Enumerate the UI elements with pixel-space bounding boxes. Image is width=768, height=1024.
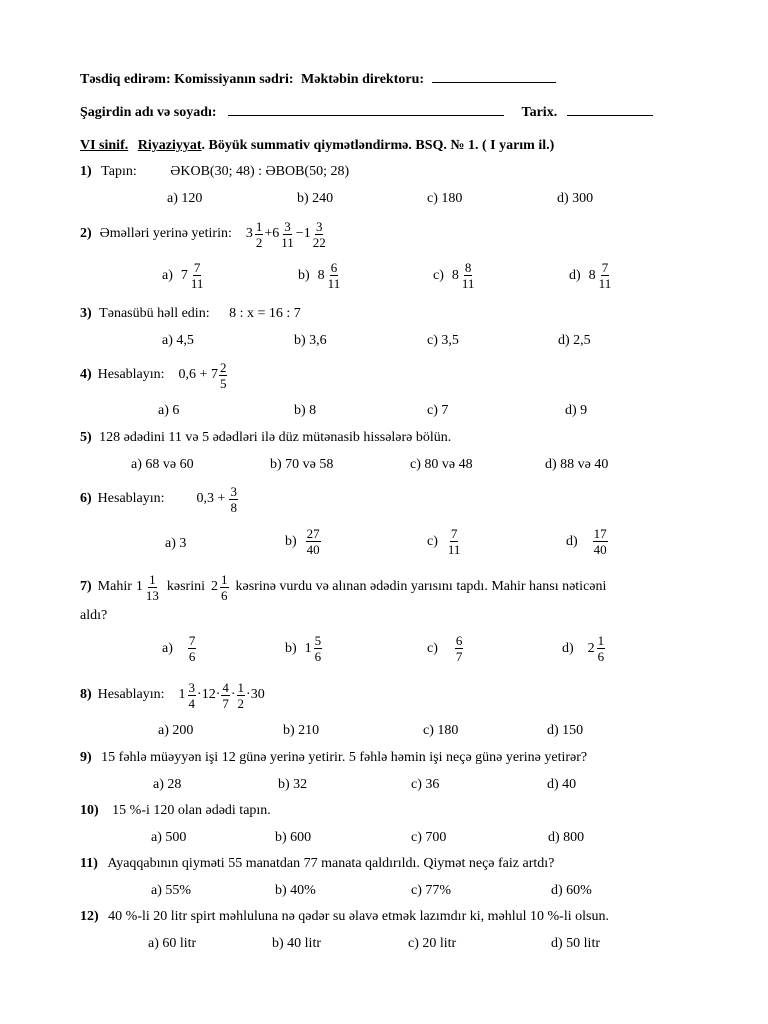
option-d[interactable] <box>562 633 606 664</box>
denominator: 6 <box>221 587 228 603</box>
numerator: 7 <box>601 260 609 275</box>
title-rest: . Böyük summativ qiymətləndirmə. BSQ. № 1. ( I yarım il.) <box>201 138 555 153</box>
option-b[interactable]: b) 600 <box>275 830 312 845</box>
numerator: 1 <box>149 571 156 587</box>
whole-part: 8 <box>317 267 325 283</box>
operator: ·12· <box>197 687 221 702</box>
option-label: b) <box>285 533 297 549</box>
question-text: Tənasübü həll edin: <box>99 306 210 321</box>
whole-part: 2 <box>211 579 218 594</box>
approve-label: Təsdiq edirəm: <box>80 72 171 87</box>
question-text: kəsrinə vurdu və alınan ədədin yarısını tapdı. Mahir hansı nəticəni <box>235 579 607 594</box>
option-b[interactable]: b) 240 <box>297 191 334 206</box>
fraction <box>598 260 613 291</box>
question-text: 128 ədədini 11 və 5 ədədləri ilə düz mütənasib hissələrə bölün. <box>99 430 452 445</box>
denominator: 5 <box>219 375 227 391</box>
director-label: Məktəbin direktoru: <box>301 72 425 87</box>
numerator: 3 <box>188 679 196 695</box>
denominator: 6 <box>188 649 196 664</box>
numerator: 3 <box>230 483 237 499</box>
question-text: Hesablayın: <box>97 491 165 506</box>
option-d[interactable]: d) 60% <box>551 883 592 898</box>
option-b[interactable] <box>298 260 342 291</box>
question-text: Əməlləri yerinə yetirin: <box>99 226 232 241</box>
option-b[interactable]: b) 3,6 <box>294 333 327 348</box>
fraction <box>593 526 608 557</box>
fraction <box>188 633 197 664</box>
option-a[interactable]: a) 200 <box>158 723 194 738</box>
whole-part: 8 <box>588 267 596 283</box>
denominator: 40 <box>306 542 320 557</box>
whole-part: 8 <box>451 267 459 283</box>
question-6 <box>80 482 239 516</box>
denominator: 11 <box>447 542 461 557</box>
option-label: b) <box>285 640 297 656</box>
option-b[interactable]: b) 40% <box>275 883 316 898</box>
numerator: 3 <box>315 218 323 234</box>
option-label: c) <box>433 267 444 283</box>
option-a[interactable]: a) 60 litr <box>148 936 197 951</box>
numerator: 3 <box>284 218 291 234</box>
option-c[interactable] <box>433 260 476 291</box>
question-text: Hesablayın: <box>97 367 165 382</box>
fraction <box>306 526 321 557</box>
fraction <box>455 633 464 664</box>
option-d[interactable] <box>569 260 613 291</box>
fraction <box>280 219 295 250</box>
question-text: 40 %-li 20 litr spirt məhluluna nə qədər su əlavə etmək lazımdır ki, məhlul 10 %-li olsun. <box>108 909 609 924</box>
option-a[interactable]: a) 55% <box>151 883 192 898</box>
option-d[interactable]: d) 150 <box>547 723 584 738</box>
question-text: Mahir <box>97 579 132 594</box>
denominator: 7 <box>455 649 463 664</box>
option-c[interactable] <box>427 633 464 664</box>
fraction <box>190 260 205 291</box>
denominator: 6 <box>314 649 322 664</box>
option-b[interactable] <box>285 526 322 557</box>
option-a[interactable] <box>165 526 194 562</box>
numerator: 17 <box>593 526 607 541</box>
question-number: 2) <box>80 226 92 241</box>
question-text: Ayaqqabının qiyməti 55 manatdan 77 manata qaldırıldı. Qiymət neçə faiz artdı? <box>107 856 555 871</box>
page-title <box>80 137 554 155</box>
question-7-continued: aldı? <box>80 608 108 623</box>
student-name-label: Şagirdin adı və soyadı: <box>80 105 217 120</box>
approval-line <box>80 69 556 89</box>
numerator: 7 <box>450 526 458 541</box>
fraction <box>188 680 197 711</box>
option-b[interactable]: b) 210 <box>283 723 320 738</box>
option-a[interactable] <box>162 260 205 291</box>
numerator: 7 <box>188 633 196 648</box>
denominator: 13 <box>145 587 159 603</box>
question-8 <box>80 677 265 713</box>
option-a[interactable]: a) 68 və 60 <box>131 457 194 472</box>
grade-label: VI sinif. <box>80 138 129 153</box>
question-number: 5) <box>80 430 92 445</box>
whole-part: 1 <box>304 640 312 656</box>
option-c[interactable]: c) 20 litr <box>408 936 457 951</box>
denominator: 2 <box>255 234 263 250</box>
denominator: 4 <box>188 695 196 711</box>
fraction <box>597 633 606 664</box>
option-label: b) <box>298 267 310 283</box>
fraction <box>255 219 264 250</box>
denominator: 40 <box>593 542 607 557</box>
option-label: a) <box>162 640 173 656</box>
numerator: 1 <box>221 571 228 587</box>
denominator: 2 <box>237 695 245 711</box>
question-number: 1) <box>80 164 92 179</box>
question-number: 9) <box>80 750 92 765</box>
option-label: c) <box>427 533 438 549</box>
numerator: 1 <box>255 218 263 234</box>
question-number: 4) <box>80 367 92 382</box>
question-expression: 0,3 + <box>196 491 226 506</box>
director-signature-line[interactable] <box>432 69 556 83</box>
question-expression <box>246 219 328 250</box>
question-12 <box>80 908 609 926</box>
question-5 <box>80 429 451 447</box>
fraction <box>447 526 462 557</box>
numerator: 4 <box>222 679 229 695</box>
option-b[interactable] <box>285 633 323 664</box>
question-10 <box>80 802 271 820</box>
option-a[interactable]: a) 120 <box>167 191 203 206</box>
option-a[interactable]: a) 500 <box>151 830 187 845</box>
question-2 <box>80 216 328 252</box>
option-b[interactable]: b) 32 <box>278 777 308 792</box>
option-d[interactable]: d) 50 litr <box>551 936 600 951</box>
numerator: 2 <box>219 359 227 375</box>
option-c[interactable]: c) 180 <box>423 723 459 738</box>
option-c[interactable]: c) 36 <box>411 777 440 792</box>
chair-label: Komissiyanın sədri: <box>174 72 294 87</box>
option-c[interactable]: c) 700 <box>411 830 447 845</box>
numerator: 27 <box>306 526 320 541</box>
fraction <box>327 260 342 291</box>
option-d[interactable] <box>566 526 609 557</box>
question-number: 3) <box>80 306 92 321</box>
question-4 <box>80 358 228 392</box>
question-expression: 8 : x = 16 : 7 <box>229 306 301 321</box>
option-label: d) <box>566 533 578 549</box>
option-d[interactable]: d) 2,5 <box>558 333 591 348</box>
numerator: 1 <box>597 633 605 648</box>
denominator: 11 <box>461 276 475 291</box>
question-text: 15 fəhlə müəyyən işi 12 günə yerinə yetirir. 5 fəhlə həmin işi neçə günə yerinə yetirər? <box>101 750 588 765</box>
denominator: 11 <box>190 276 204 291</box>
numerator: 7 <box>193 260 201 275</box>
numerator: 8 <box>464 260 472 275</box>
option-label: a) <box>162 267 173 283</box>
operator: +6 <box>264 226 280 241</box>
operator: · <box>230 687 236 702</box>
question-number: 11) <box>80 856 98 871</box>
question-number: 10) <box>80 803 99 818</box>
fraction <box>221 680 230 711</box>
question-number: 7) <box>80 579 92 594</box>
whole-part: 1 <box>178 687 186 702</box>
fraction <box>219 360 228 391</box>
question-expression: 0,6 + 7 <box>178 367 218 382</box>
numerator: 5 <box>314 633 322 648</box>
question-number: 6) <box>80 491 92 506</box>
option-d[interactable]: d) 800 <box>548 830 585 845</box>
denominator: 11 <box>327 276 341 291</box>
question-text: Hesablayın: <box>97 687 165 702</box>
question-11 <box>80 855 554 873</box>
date-label: Tarix. <box>521 105 558 120</box>
question-expression: ƏKOB(30; 48) : ƏBOB(50; 28) <box>170 164 350 179</box>
option-d[interactable]: d) 9 <box>565 403 588 418</box>
whole-part: 1 <box>135 579 143 594</box>
question-text: Tapın: <box>101 164 137 179</box>
denominator: 11 <box>598 276 612 291</box>
option-label: c) <box>427 640 438 656</box>
question-3 <box>80 305 301 323</box>
student-name-line[interactable] <box>228 102 504 116</box>
denominator: 22 <box>312 234 326 250</box>
option-c[interactable]: c) 80 və 48 <box>410 457 473 472</box>
option-b[interactable]: b) 40 litr <box>272 936 321 951</box>
option-d[interactable]: d) 88 və 40 <box>545 457 609 472</box>
denominator: 6 <box>597 649 605 664</box>
subject-label: Riyaziyyat <box>137 138 202 153</box>
option-d[interactable]: d) 40 <box>547 777 577 792</box>
option-c[interactable]: c) 3,5 <box>427 333 459 348</box>
option-c[interactable]: c) 180 <box>427 191 463 206</box>
question-number: 12) <box>80 909 99 924</box>
option-c[interactable]: c) 77% <box>411 883 452 898</box>
date-line[interactable] <box>567 102 653 116</box>
denominator: 11 <box>281 234 294 250</box>
whole-part: 7 <box>180 267 188 283</box>
whole-part: 3 <box>245 226 253 241</box>
fraction <box>237 680 246 711</box>
fraction <box>314 633 323 664</box>
question-1 <box>80 163 349 181</box>
option-c[interactable] <box>427 526 462 557</box>
option-a[interactable]: a) 6 <box>158 403 180 418</box>
option-label: d) <box>562 640 574 656</box>
fraction <box>461 260 476 291</box>
option-c[interactable]: c) 7 <box>427 403 449 418</box>
denominator: 8 <box>230 499 237 515</box>
option-a[interactable]: a) 28 <box>153 777 182 792</box>
question-text: 15 %-i 120 olan ədədi tapın. <box>112 803 271 818</box>
fraction <box>312 219 327 250</box>
student-line <box>80 102 653 122</box>
option-b[interactable]: b) 70 və 58 <box>270 457 334 472</box>
question-9 <box>80 749 587 767</box>
question-7 <box>80 569 606 605</box>
option-a[interactable] <box>162 633 197 664</box>
numerator: 6 <box>455 633 463 648</box>
numerator: 6 <box>330 260 338 275</box>
numerator: 1 <box>237 679 245 695</box>
question-text: kəsrini <box>166 579 205 594</box>
fraction <box>229 484 238 515</box>
option-b[interactable]: b) 8 <box>294 403 317 418</box>
fraction <box>220 572 229 603</box>
question-number: 8) <box>80 687 92 702</box>
option-label: d) <box>569 267 581 283</box>
fraction <box>145 572 160 603</box>
operator: −1 <box>295 226 311 241</box>
whole-part: 2 <box>587 640 595 656</box>
option-d[interactable]: d) 300 <box>557 191 594 206</box>
option-label: a) 3 <box>165 536 187 551</box>
option-a[interactable]: a) 4,5 <box>162 333 194 348</box>
operator: ·30 <box>246 687 265 702</box>
denominator: 7 <box>222 695 229 711</box>
